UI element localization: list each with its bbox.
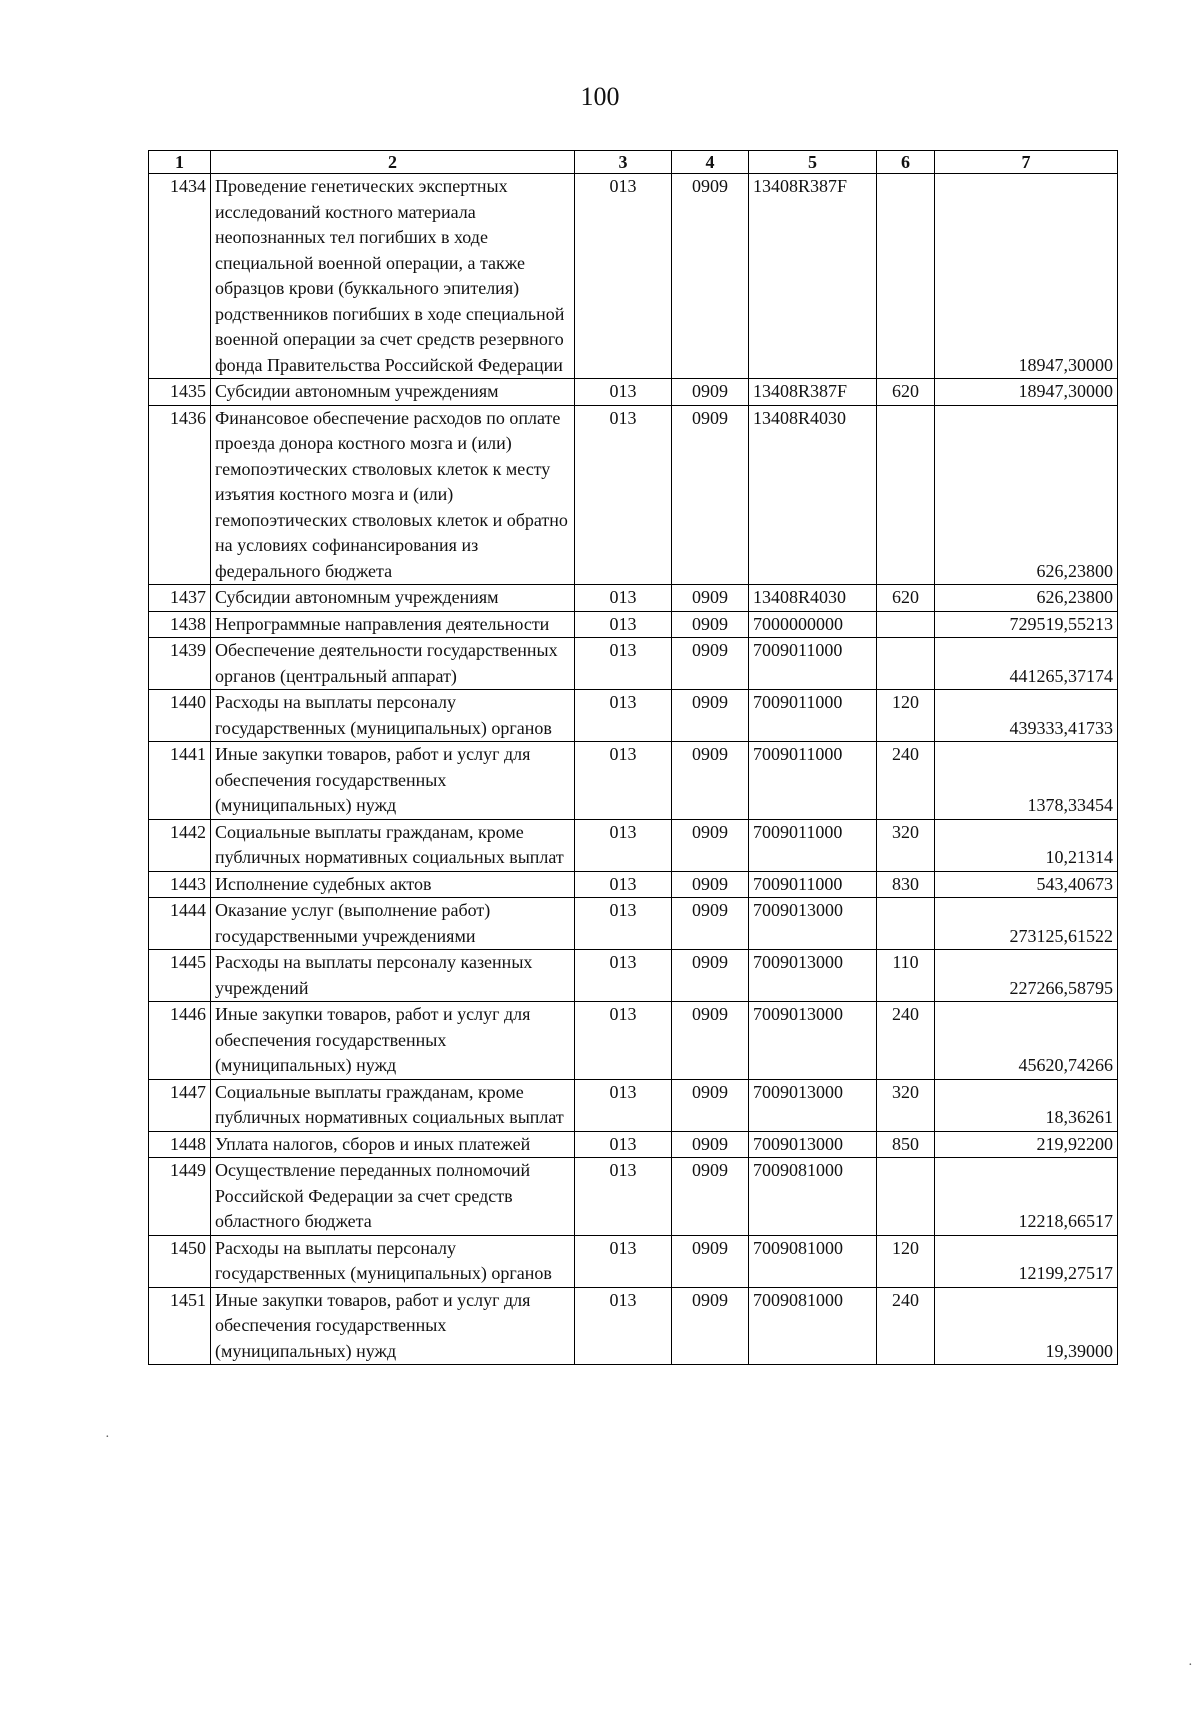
expense-type-code bbox=[877, 898, 935, 950]
row-number: 1438 bbox=[149, 611, 211, 638]
expense-name: Социальные выплаты гражданам, кроме публичных нормативных социальных выплат bbox=[211, 819, 575, 871]
row-number: 1441 bbox=[149, 742, 211, 820]
section-code: 0909 bbox=[672, 174, 749, 379]
expense-type-code bbox=[877, 405, 935, 585]
expense-name: Иные закупки товаров, работ и услуг для обеспечения государственных (муниципальных) нужд bbox=[211, 1002, 575, 1080]
expense-name: Финансовое обеспечение расходов по оплате проезда донора костного мозга и (или) гемопоэтических стволовых клеток к месту изъятия костного мозга и (или) гемопоэтических стволовых клеток и обратно на условиях софинансирования из федерального бюджета bbox=[211, 405, 575, 585]
expense-type-code: 110 bbox=[877, 950, 935, 1002]
scan-dot: · bbox=[105, 1430, 110, 1445]
grbs-code: 013 bbox=[575, 1235, 672, 1287]
expense-type-code: 620 bbox=[877, 585, 935, 612]
row-number: 1448 bbox=[149, 1131, 211, 1158]
target-article-code: 7009011000 bbox=[749, 742, 877, 820]
expense-name: Расходы на выплаты персоналу государственных (муниципальных) органов bbox=[211, 690, 575, 742]
table-row bbox=[149, 871, 1118, 898]
row-number: 1447 bbox=[149, 1079, 211, 1131]
target-article-code: 7009011000 bbox=[749, 638, 877, 690]
section-code: 0909 bbox=[672, 1235, 749, 1287]
row-number: 1435 bbox=[149, 379, 211, 406]
target-article-code: 7000000000 bbox=[749, 611, 877, 638]
row-number: 1446 bbox=[149, 1002, 211, 1080]
expense-type-code: 830 bbox=[877, 871, 935, 898]
amount: 19,39000 bbox=[935, 1287, 1118, 1365]
section-code: 0909 bbox=[672, 405, 749, 585]
target-article-code: 7009013000 bbox=[749, 898, 877, 950]
target-article-code: 7009013000 bbox=[749, 950, 877, 1002]
row-number: 1445 bbox=[149, 950, 211, 1002]
section-code: 0909 bbox=[672, 1002, 749, 1080]
target-article-code: 13408R4030 bbox=[749, 405, 877, 585]
expense-type-code: 120 bbox=[877, 690, 935, 742]
column-header: 5 bbox=[749, 151, 877, 174]
expense-name: Проведение генетических экспертных исследований костного материала неопознанных тел погибших в ходе специальной военной операции, а также образцов крови (буккального эпителия) родственников погибших в ходе специальной военной операции за счет средств резервного фонда Правительства Российской Федерации bbox=[211, 174, 575, 379]
table-row bbox=[149, 742, 1118, 820]
amount: 227266,58795 bbox=[935, 950, 1118, 1002]
amount: 12218,66517 bbox=[935, 1158, 1118, 1236]
section-code: 0909 bbox=[672, 1079, 749, 1131]
amount: 626,23800 bbox=[935, 405, 1118, 585]
expense-type-code: 320 bbox=[877, 1079, 935, 1131]
expense-type-code: 240 bbox=[877, 1002, 935, 1080]
table-row bbox=[149, 950, 1118, 1002]
column-header: 2 bbox=[211, 151, 575, 174]
row-number: 1444 bbox=[149, 898, 211, 950]
table-row bbox=[149, 174, 1118, 379]
section-code: 0909 bbox=[672, 871, 749, 898]
target-article-code: 13408R4030 bbox=[749, 585, 877, 612]
expense-type-code: 120 bbox=[877, 1235, 935, 1287]
expense-name: Осуществление переданных полномочий Российской Федерации за счет средств областного бюджета bbox=[211, 1158, 575, 1236]
target-article-code: 7009013000 bbox=[749, 1131, 877, 1158]
section-code: 0909 bbox=[672, 898, 749, 950]
expense-name: Иные закупки товаров, работ и услуг для обеспечения государственных (муниципальных) нужд bbox=[211, 742, 575, 820]
amount: 543,40673 bbox=[935, 871, 1118, 898]
amount: 18947,30000 bbox=[935, 379, 1118, 406]
target-article-code: 7009011000 bbox=[749, 819, 877, 871]
grbs-code: 013 bbox=[575, 742, 672, 820]
grbs-code: 013 bbox=[575, 871, 672, 898]
grbs-code: 013 bbox=[575, 950, 672, 1002]
row-number: 1450 bbox=[149, 1235, 211, 1287]
table-row bbox=[149, 690, 1118, 742]
table-row bbox=[149, 585, 1118, 612]
row-number: 1443 bbox=[149, 871, 211, 898]
table-row bbox=[149, 405, 1118, 585]
section-code: 0909 bbox=[672, 742, 749, 820]
grbs-code: 013 bbox=[575, 174, 672, 379]
expense-type-code bbox=[877, 1158, 935, 1236]
grbs-code: 013 bbox=[575, 638, 672, 690]
budget-table bbox=[148, 150, 1118, 1365]
column-header: 6 bbox=[877, 151, 935, 174]
expense-type-code: 240 bbox=[877, 1287, 935, 1365]
section-code: 0909 bbox=[672, 379, 749, 406]
amount: 10,21314 bbox=[935, 819, 1118, 871]
grbs-code: 013 bbox=[575, 690, 672, 742]
section-code: 0909 bbox=[672, 585, 749, 612]
column-header: 3 bbox=[575, 151, 672, 174]
section-code: 0909 bbox=[672, 1131, 749, 1158]
table-row bbox=[149, 638, 1118, 690]
table-row bbox=[149, 611, 1118, 638]
column-header: 4 bbox=[672, 151, 749, 174]
expense-name: Иные закупки товаров, работ и услуг для обеспечения государственных (муниципальных) нужд bbox=[211, 1287, 575, 1365]
amount: 45620,74266 bbox=[935, 1002, 1118, 1080]
column-header: 7 bbox=[935, 151, 1118, 174]
grbs-code: 013 bbox=[575, 898, 672, 950]
expense-name: Социальные выплаты гражданам, кроме публичных нормативных социальных выплат bbox=[211, 1079, 575, 1131]
target-article-code: 7009081000 bbox=[749, 1158, 877, 1236]
grbs-code: 013 bbox=[575, 585, 672, 612]
row-number: 1440 bbox=[149, 690, 211, 742]
table-row bbox=[149, 1287, 1118, 1365]
column-header: 1 bbox=[149, 151, 211, 174]
expense-name: Непрограммные направления деятельности bbox=[211, 611, 575, 638]
section-code: 0909 bbox=[672, 690, 749, 742]
grbs-code: 013 bbox=[575, 405, 672, 585]
expense-type-code bbox=[877, 174, 935, 379]
expense-type-code: 240 bbox=[877, 742, 935, 820]
row-number: 1442 bbox=[149, 819, 211, 871]
expense-type-code: 620 bbox=[877, 379, 935, 406]
grbs-code: 013 bbox=[575, 1287, 672, 1365]
table-row bbox=[149, 1002, 1118, 1080]
table-row bbox=[149, 819, 1118, 871]
grbs-code: 013 bbox=[575, 819, 672, 871]
expense-name: Обеспечение деятельности государственных органов (центральный аппарат) bbox=[211, 638, 575, 690]
table-header-row bbox=[149, 151, 1118, 174]
expense-name: Субсидии автономным учреждениям bbox=[211, 379, 575, 406]
row-number: 1437 bbox=[149, 585, 211, 612]
table-body bbox=[149, 174, 1118, 1365]
expense-name: Расходы на выплаты персоналу государственных (муниципальных) органов bbox=[211, 1235, 575, 1287]
target-article-code: 7009013000 bbox=[749, 1002, 877, 1080]
expense-type-code bbox=[877, 638, 935, 690]
expense-type-code: 320 bbox=[877, 819, 935, 871]
target-article-code: 7009081000 bbox=[749, 1287, 877, 1365]
section-code: 0909 bbox=[672, 611, 749, 638]
section-code: 0909 bbox=[672, 1287, 749, 1365]
section-code: 0909 bbox=[672, 819, 749, 871]
amount: 12199,27517 bbox=[935, 1235, 1118, 1287]
table-row bbox=[149, 1235, 1118, 1287]
target-article-code: 7009013000 bbox=[749, 1079, 877, 1131]
amount: 219,92200 bbox=[935, 1131, 1118, 1158]
page-number: 100 bbox=[580, 82, 620, 111]
grbs-code: 013 bbox=[575, 611, 672, 638]
table-row bbox=[149, 1131, 1118, 1158]
row-number: 1434 bbox=[149, 174, 211, 379]
amount: 626,23800 bbox=[935, 585, 1118, 612]
table-row bbox=[149, 898, 1118, 950]
grbs-code: 013 bbox=[575, 1002, 672, 1080]
expense-name: Субсидии автономным учреждениям bbox=[211, 585, 575, 612]
expense-name: Оказание услуг (выполнение работ) государственными учреждениями bbox=[211, 898, 575, 950]
target-article-code: 7009011000 bbox=[749, 871, 877, 898]
section-code: 0909 bbox=[672, 1158, 749, 1236]
amount: 18947,30000 bbox=[935, 174, 1118, 379]
expense-name: Уплата налогов, сборов и иных платежей bbox=[211, 1131, 575, 1158]
grbs-code: 013 bbox=[575, 1131, 672, 1158]
target-article-code: 7009081000 bbox=[749, 1235, 877, 1287]
expense-type-code: 850 bbox=[877, 1131, 935, 1158]
amount: 439333,41733 bbox=[935, 690, 1118, 742]
target-article-code: 13408R387F bbox=[749, 379, 877, 406]
amount: 729519,55213 bbox=[935, 611, 1118, 638]
amount: 18,36261 bbox=[935, 1079, 1118, 1131]
row-number: 1449 bbox=[149, 1158, 211, 1236]
row-number: 1451 bbox=[149, 1287, 211, 1365]
amount: 273125,61522 bbox=[935, 898, 1118, 950]
grbs-code: 013 bbox=[575, 1079, 672, 1131]
section-code: 0909 bbox=[672, 638, 749, 690]
table-row bbox=[149, 1079, 1118, 1131]
row-number: 1436 bbox=[149, 405, 211, 585]
grbs-code: 013 bbox=[575, 1158, 672, 1236]
row-number: 1439 bbox=[149, 638, 211, 690]
amount: 1378,33454 bbox=[935, 742, 1118, 820]
expense-name: Исполнение судебных актов bbox=[211, 871, 575, 898]
table-row bbox=[149, 379, 1118, 406]
target-article-code: 13408R387F bbox=[749, 174, 877, 379]
section-code: 0909 bbox=[672, 950, 749, 1002]
scan-dot: · bbox=[1188, 1658, 1193, 1673]
amount: 441265,37174 bbox=[935, 638, 1118, 690]
expense-type-code bbox=[877, 611, 935, 638]
table-row bbox=[149, 1158, 1118, 1236]
grbs-code: 013 bbox=[575, 379, 672, 406]
expense-name: Расходы на выплаты персоналу казенных учреждений bbox=[211, 950, 575, 1002]
target-article-code: 7009011000 bbox=[749, 690, 877, 742]
